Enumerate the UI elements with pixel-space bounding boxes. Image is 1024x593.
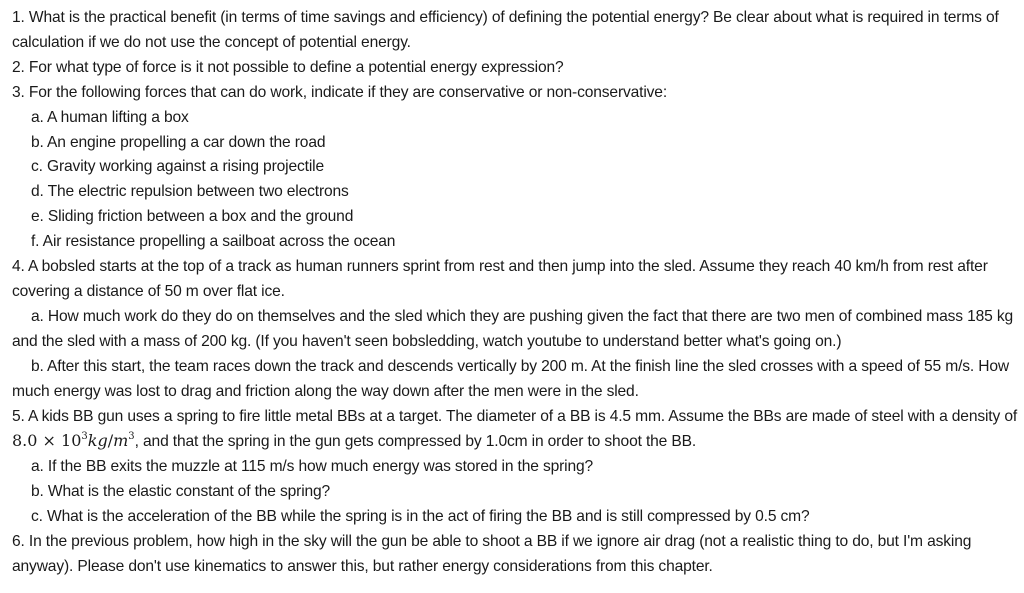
question-1: 1. What is the practical benefit (in terms of time savings and efficiency) of defining the potential energy? Be clear about what is required in terms of calculation if we do not use the concept of potential energy. bbox=[12, 9, 999, 51]
question-5 bbox=[12, 405, 1020, 456]
problem-set bbox=[12, 6, 1020, 580]
question-4b: b. After this start, the team races down the track and descends vertically by 200 m. At the finish line the sled crosses with a speed of 55 m/s. How much energy was lost to drag and friction along the way down after the men were in the sled. bbox=[12, 357, 1010, 400]
question-3f: f. Air resistance propelling a sailboat across the ocean bbox=[31, 233, 396, 251]
question-5a: a. If the BB exits the muzzle at 115 m/s how much energy was stored in the spring? bbox=[31, 458, 594, 476]
question-2: 2. For what type of force is it not possible to define a potential energy expression? bbox=[12, 58, 564, 76]
question-3e: e. Sliding friction between a box and the ground bbox=[31, 208, 354, 226]
question-5-text-before: 5. A kids BB gun uses a spring to fire little metal BBs at a target. The diameter of a BB is 4.5 mm. Assume the BBs are made of steel with a density of bbox=[12, 407, 1018, 425]
question-6: 6. In the previous problem, how high in the sky will the gun be able to shoot a BB if we ignore air drag (not a realistic thing to do, but I'm asking anyway). Please don't use kinematics to answer this, but rather energy considerations from this chapter. bbox=[12, 533, 972, 575]
question-5b: b. What is the elastic constant of the spring? bbox=[31, 483, 331, 501]
question-5c: c. What is the acceleration of the BB while the spring is in the act of firing the BB and is still compressed by 0.5 cm? bbox=[31, 508, 810, 526]
question-3a: a. A human lifting a box bbox=[31, 108, 189, 126]
question-5-text-after: , and that the spring in the gun gets compressed by 1.0cm in order to shoot the BB. bbox=[134, 433, 697, 451]
question-3b: b. An engine propelling a car down the road bbox=[31, 133, 326, 151]
question-3d: d. The electric repulsion between two electrons bbox=[31, 183, 349, 201]
density-formula: $8.0 \times 10^3kg/m^3$ bbox=[12, 431, 135, 451]
question-3c: c. Gravity working against a rising projectile bbox=[31, 158, 324, 176]
question-4a: a. How much work do they do on themselves and the sled which they are pushing given the fact that there are two men of combined mass 185 kg and the sled with a mass of 200 kg. (If you haven't seen bobsledding, watch youtube to understand better what's going on.) bbox=[12, 307, 1014, 350]
question-4: 4. A bobsled starts at the top of a track as human runners sprint from rest and then jump into the sled. Assume they reach 40 km/h from rest after covering a distance of 50 m over flat ice. bbox=[12, 258, 988, 300]
question-3: 3. For the following forces that can do work, indicate if they are conservative or non-conservative: bbox=[12, 83, 667, 101]
